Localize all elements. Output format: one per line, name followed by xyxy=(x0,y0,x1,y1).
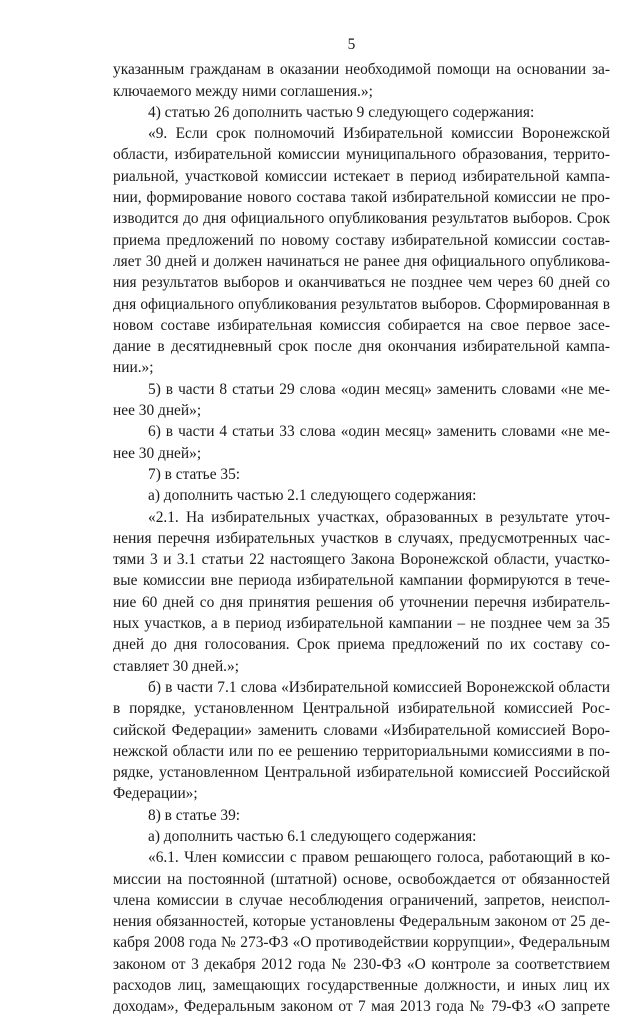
paragraph: «9. Если срок полномочий Избирательной комиссии Воронежской области, избирательной комиссии муниципального образования, территориальной, участковой комиссии истекает в период избирательной кампании, формирование нового состава такой избирательной комиссии не производится до дня официального опубликования результатов выборов. Срок приема предложений по новому составу избирательной комиссии составляет 30 дней и должен начинаться не ранее дня официального опубликования результатов выборов и оканчиваться не позднее чем через 60 дней со дня официального опубликования результатов выборов. Сформированная в новом составе избирательная комиссия собирается на свое первое заседание в десятидневный срок после дня окончания избирательной кампании.»; xyxy=(113,125,610,377)
paragraph: 6) в части 4 статьи 33 слова «один месяц» заменить словами «не менее 30 дней»; xyxy=(113,423,610,462)
paragraph: «6.1. Член комиссии с правом решающего голоса, работающий в комиссии на постоянной (штатной) основе, освобождается от обязанностей члена комиссии в случае несоблюдения ограничений, запретов, неисполнения обязанностей, которые установлены Федеральным законом от 25 декабря 2008 года № 273-ФЗ «О противодействии коррупции», Федеральным законом от 3 декабря 2012 года № 230-ФЗ «О контроле за соответствием расходов лиц, замещающих государственные должности, и иных лиц их доходам», Федеральным законом от 7 мая 2013 года № 79-ФЗ «О запрете xyxy=(113,849,610,1016)
document-body xyxy=(113,59,610,1017)
paragraph: б) в части 7.1 слова «Избирательной комиссией Воронежской области в порядке, установленном Центральной избирательной комиссией Российской Федерации» заменить словами «Избирательной комиссией Воронежской области или по ее решению территориальными комиссиями в порядке, установленном Центральной избирательной комиссией Российской Федерации»; xyxy=(113,678,610,803)
paragraph: а) дополнить частью 6.1 следующего содержания: xyxy=(148,827,477,845)
paragraph: а) дополнить частью 2.1 следующего содержания: xyxy=(148,487,477,505)
paragraph: 5) в части 8 статьи 29 слова «один месяц» заменить словами «не менее 30 дней»; xyxy=(113,380,610,420)
paragraph: указанным гражданам в оказании необходимой помощи на основании заключаемого между ними соглашения.»; xyxy=(113,61,610,100)
paragraph: 8) в статье 39: xyxy=(148,806,241,824)
paragraph: «2.1. На избирательных участках, образованных в результате уточнения перечня избирательных участков в случаях, предусмотренных частями 3 и 3.1 статьи 22 настоящего Закона Воронежской области, участковые комиссии вне периода избирательной кампании формируются в течение 60 дней со дня принятия решения об уточнении перечня избирательных участков, а в период избирательной кампании – не позднее чем за 35 дней до дня голосования. Срок приема предложений по их составу составляет 30 дней.»; xyxy=(113,508,610,675)
page-number: 5 xyxy=(347,36,356,53)
paragraph: 4) статью 26 дополнить частью 9 следующего содержания: xyxy=(148,103,535,121)
paragraph: 7) в статье 35: xyxy=(148,465,241,483)
